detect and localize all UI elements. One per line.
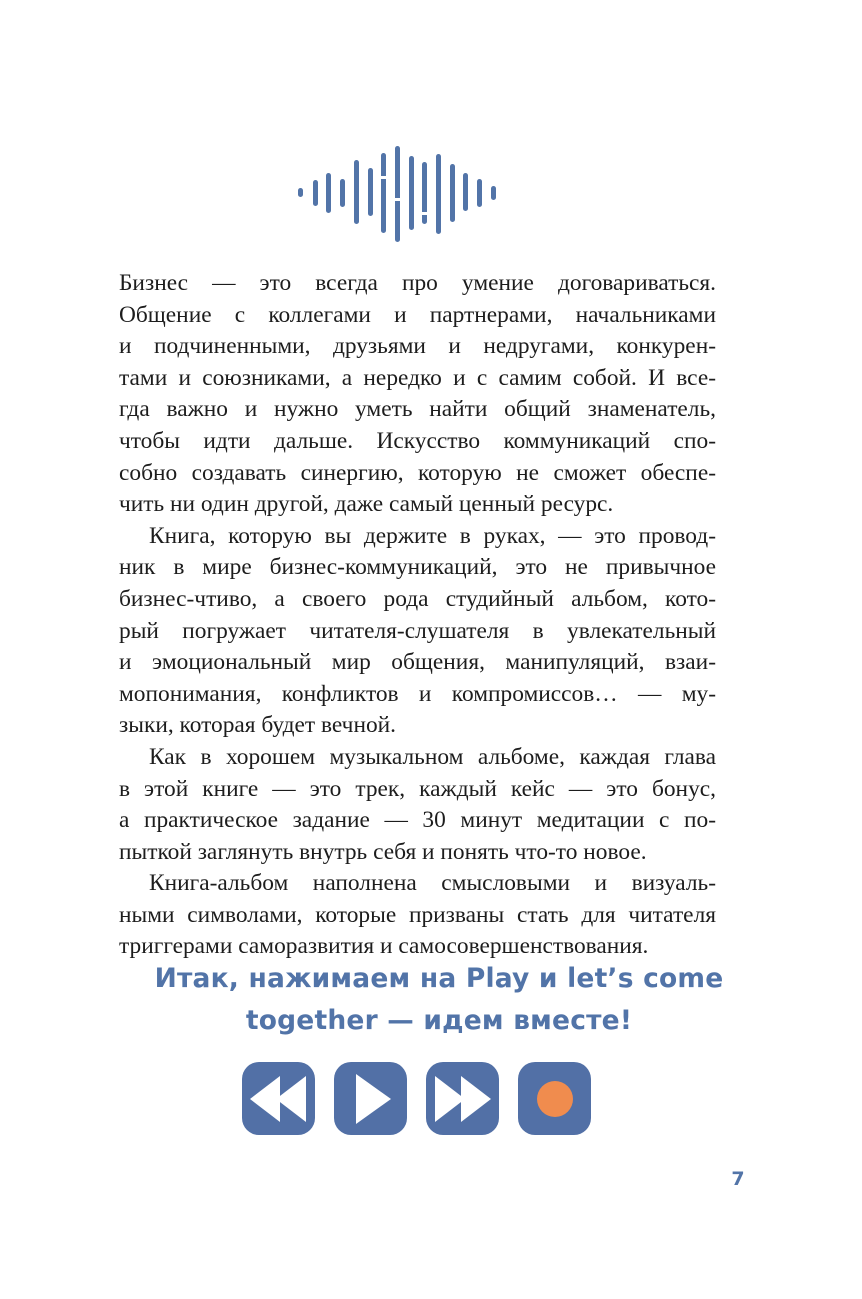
waveform-bar	[298, 188, 303, 197]
waveform-bar	[326, 173, 331, 213]
fast-forward-button[interactable]	[426, 1062, 499, 1135]
paragraph	[119, 742, 716, 868]
text-line: гда важно и нужно уметь найти общий знаменатель,	[119, 396, 716, 423]
record-icon	[518, 1062, 591, 1135]
waveform-bar	[450, 164, 455, 222]
paragraph	[119, 268, 716, 521]
text-line: в этой книге — это трек, каждый кейс — это бонус,	[119, 775, 716, 802]
text-line: зыки, которая будет вечной.	[119, 712, 397, 739]
waveform-bar	[354, 160, 359, 224]
text-line: и эмоциональный мир общения, манипуляций, взаи-	[119, 649, 716, 676]
text-line: ными символами, которые призваны стать для читателя	[119, 901, 716, 928]
text-line: Книга-альбом наполнена смысловыми и визуаль-	[149, 870, 716, 897]
player-controls	[242, 1062, 602, 1136]
text-line: Как в хорошем музыкальном альбоме, каждая глава	[149, 743, 716, 770]
text-line: и подчиненными, друзьями и недругами, конкурен-	[119, 333, 716, 360]
fast-forward-icon	[426, 1062, 499, 1135]
text-line: тами и союзниками, а нередко и с самим собой. И все-	[119, 364, 716, 391]
waveform-bar	[463, 173, 468, 211]
text-line: чтобы идти дальше. Искусство коммуникаций спо-	[119, 427, 716, 454]
record-button[interactable]	[518, 1062, 591, 1135]
paragraph	[119, 521, 716, 742]
waveform-bar	[313, 180, 318, 206]
body-text	[119, 268, 716, 963]
waveform-bar	[340, 179, 345, 207]
waveform-bar	[368, 168, 373, 216]
text-line: Книга, которую вы держите в руках, — это провод-	[149, 522, 716, 549]
text-line: бизнес-чтиво, а своего рода студийный альбом, кото-	[119, 585, 716, 612]
callout-heading	[119, 958, 759, 1042]
text-line: триггерами саморазвития и самосовершенствования.	[119, 933, 649, 960]
text-line: мопонимания, конфликтов и компромиссов… — му-	[119, 680, 716, 707]
rewind-icon	[242, 1062, 315, 1135]
text-line: Бизнес — это всегда про умение договариваться.	[119, 270, 716, 296]
text-line: а практическое задание — 30 минут медитации с по-	[119, 807, 716, 834]
callout-line-2: together — идем вместе!	[245, 1005, 633, 1036]
page-number: 7	[731, 1168, 745, 1190]
paragraph	[119, 868, 716, 963]
rewind-button[interactable]	[242, 1062, 315, 1135]
text-line: пыткой заглянуть внутрь себя и понять что-то новое.	[119, 838, 647, 865]
text-line: Общение с коллегами и партнерами, начальниками	[119, 301, 716, 328]
text-line: собно создавать синергию, которую не сможет обеспе-	[119, 459, 716, 486]
waveform-bar	[381, 153, 386, 233]
waveform-bar	[477, 179, 482, 207]
text-line: чить ни один другой, даже самый ценный ресурс.	[119, 491, 614, 518]
waveform-bar	[491, 186, 496, 200]
waveform-bar	[395, 146, 400, 242]
text-line: рый погружает читателя-слушателя в увлекательный	[119, 617, 716, 644]
waveform-bar	[436, 154, 441, 234]
text-line: ник в мире бизнес-коммуникаций, это не привычное	[119, 554, 716, 581]
play-icon	[334, 1062, 407, 1135]
sound-waveform-icon	[0, 140, 862, 250]
play-button[interactable]	[334, 1062, 407, 1135]
callout-line-1: Итак, нажимаем на Play и let’s come	[154, 963, 724, 994]
waveform-bar	[409, 156, 414, 230]
